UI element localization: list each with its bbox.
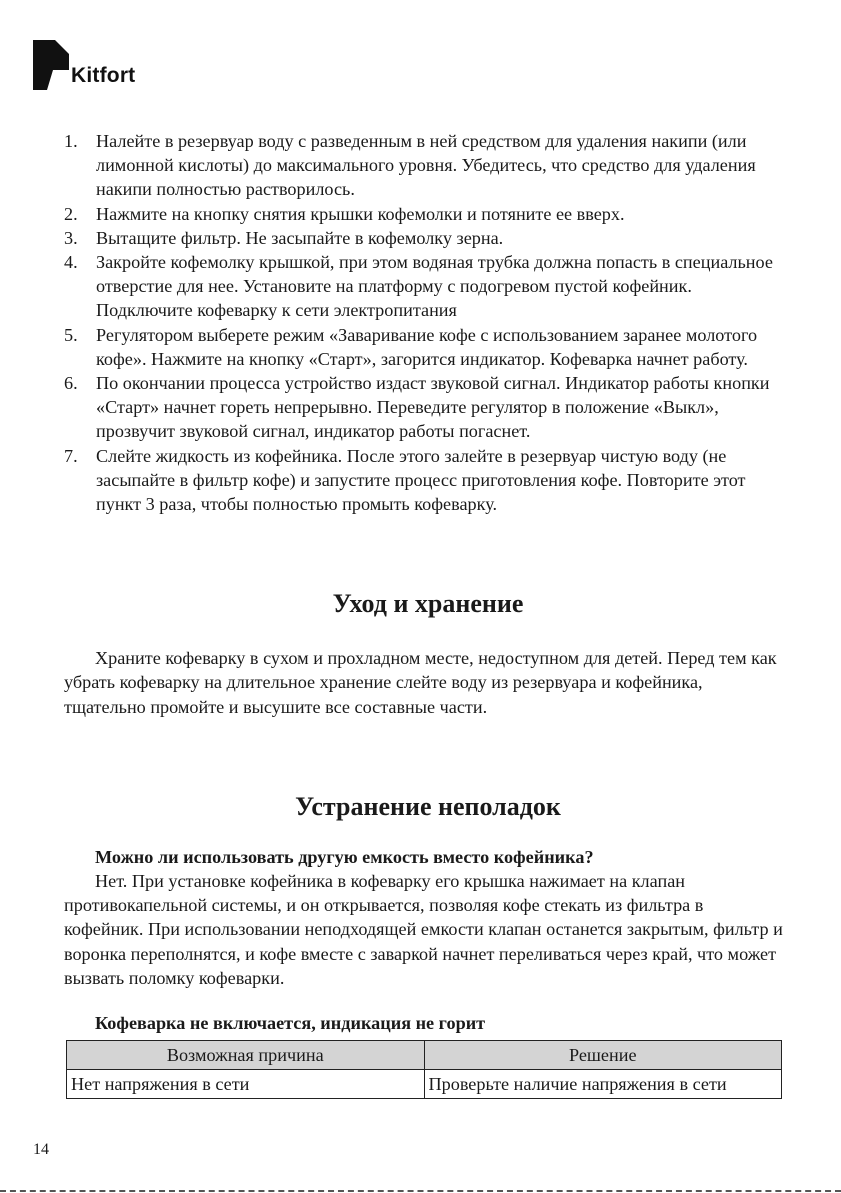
page-bottom-divider [0, 1190, 841, 1192]
page-content [64, 129, 784, 1099]
step-text: Нажмите на кнопку снятия крышки кофемолки и потяните ее вверх. [96, 203, 625, 224]
step-text: Вытащите фильтр. Не засыпайте в кофемолку зерна. [96, 227, 504, 248]
answer-text: Нет. При установке кофейника в кофеварку его крышка нажимает на клапан противокапельной системы, и он открывается, позволяя кофе стекать из фильтра в кофейник. При использовании неподходящей емкости клапан останется закрытым, фильтр и воронка переполнятся, и кофе вместе с заваркой начнет переливаться через край, что может вызвать поломку кофеварки. [64, 871, 783, 988]
list-item [64, 202, 784, 226]
troubleshooting-table [66, 1040, 782, 1099]
cell-solution: Проверьте наличие напряжения в сети [424, 1070, 782, 1099]
column-header-solution: Решение [424, 1041, 782, 1070]
problem-heading: Кофеварка не включается, индикация не горит [95, 1013, 486, 1034]
page-number: 14 [33, 1141, 49, 1158]
table-row [67, 1070, 782, 1099]
step-text: Закройте кофемолку крышкой, при этом водяная трубка должна попасть в специальное отверстие для нее. Установите на платформу с подогревом пустой кофейник. Подключите кофеварку к сети электропитания [96, 252, 773, 321]
kitfort-logo-icon [33, 40, 69, 92]
list-item [64, 444, 784, 517]
list-item [64, 250, 784, 323]
list-item [64, 226, 784, 250]
list-item [64, 371, 784, 444]
list-item [64, 323, 784, 371]
cell-cause: Нет напряжения в сети [67, 1070, 425, 1099]
troubleshooting-heading: Устранение неполадок [295, 791, 561, 821]
step-text: Слейте жидкость из кофейника. После этого залейте в резервуар чистую воду (не засыпайте в фильтр кофе) и запустите процесс приготовления кофе. Повторите этот пункт 3 раза, чтобы полностью промыть кофеварку. [96, 445, 746, 515]
step-text: По окончании процесса устройство издаст звуковой сигнал. Индикатор работы кнопки «Старт» начнет гореть непрерывно. Переведите регулятор в положение «Выкл», прозвучит звуковой сигнал, индикатор работы погаснет. [96, 373, 770, 442]
step-text: Регулятором выберете режим «Заваривание кофе с использованием заранее молотого кофе». Нажмите на кнопку «Старт», загорится индикатор. Кофеварка начнет работу. [96, 324, 758, 369]
step-text: Налейте в резервуар воду с разведенным в ней средством для удаления накипи (или лимонной кислоты) до максимального уровня. Убедитесь, что средство для удаления накипи полностью растворилось. [96, 131, 756, 200]
step-number: 7. [64, 445, 78, 466]
column-header-cause: Возможная причина [67, 1041, 425, 1070]
descaling-steps [64, 129, 784, 516]
step-number: 3. [64, 227, 78, 248]
logo-text: Kitfort [71, 64, 136, 87]
step-number: 5. [64, 324, 78, 345]
care-heading: Уход и хранение [332, 589, 524, 619]
care-text: Храните кофеварку в сухом и прохладном месте, недоступном для детей. Перед тем как убрать кофеварку на длительное хранение слейте воду из резервуара и кофейника, тщательно промойте и высушите все составные части. [64, 648, 777, 717]
step-number: 6. [64, 373, 78, 394]
kitfort-logo [33, 40, 163, 92]
step-number: 2. [64, 203, 78, 224]
list-item [64, 129, 784, 202]
step-number: 4. [64, 252, 78, 273]
step-number: 1. [64, 131, 78, 151]
table-header-row [67, 1041, 782, 1070]
question-heading: Можно ли использовать другую емкость вместо кофейника? [95, 846, 594, 867]
